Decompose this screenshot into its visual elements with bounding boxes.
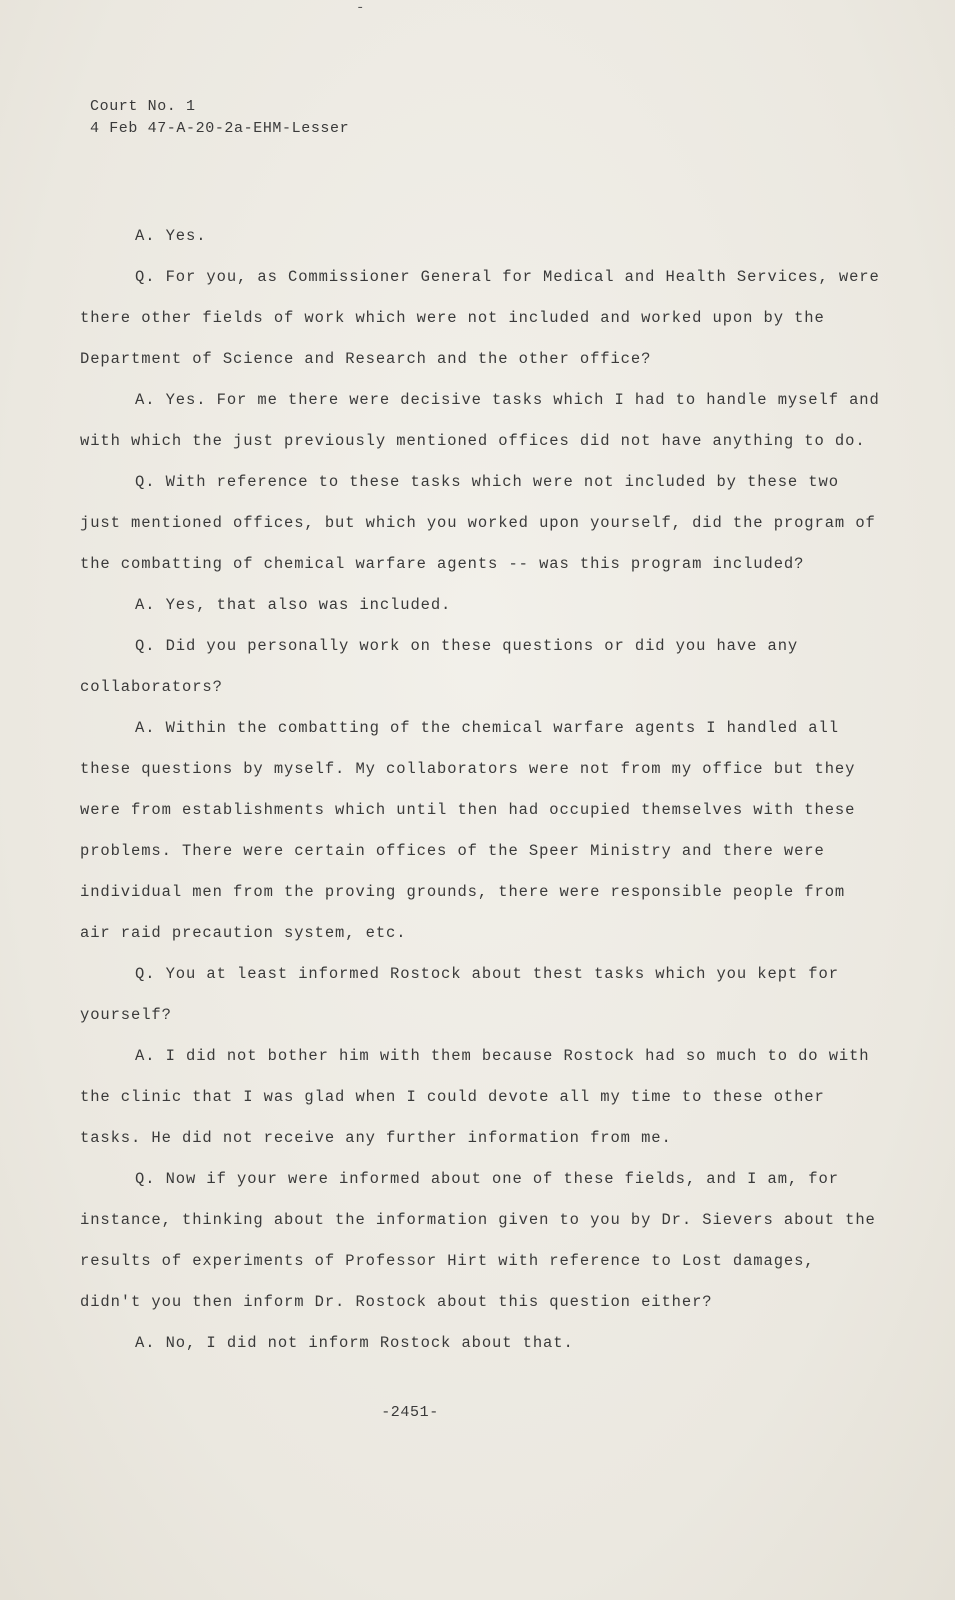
reference-code: 4 Feb 47-A-20-2a-EHM-Lesser bbox=[90, 120, 350, 137]
top-mark: - bbox=[356, 0, 365, 16]
document-header bbox=[90, 96, 349, 140]
paragraph-question: Q. With reference to these tasks which were not included by these two just mentioned offices, but which you worked upon yourself, did the program of the combatting of chemical warfare agents -- was this program included? bbox=[80, 473, 876, 573]
paragraph-question: Q. For you, as Commissioner General for Medical and Health Services, were there other fields of work which were not included and worked upon by the Department of Science and Research and the other office? bbox=[80, 268, 880, 368]
paragraph-question: Q. Did you personally work on these questions or did you have any collaborators? bbox=[80, 637, 799, 696]
paragraph-answer: A. Yes. For me there were decisive tasks which I had to handle myself and with which the just previously mentioned offices did not have anything to do. bbox=[80, 391, 880, 450]
paragraph-answer: A. Yes, that also was included. bbox=[135, 596, 452, 614]
paragraph-answer: A. Within the combatting of the chemical warfare agents I handled all these questions by myself. My collaborators were not from my office but they were from establishments which until then had occupied themselves with these problems. There were certain offices of the Speer Ministry and there were individual men from the proving grounds, there were responsible people from air raid precaution system, etc. bbox=[80, 719, 856, 942]
transcript-body bbox=[80, 216, 880, 1364]
paragraph-answer: A. I did not bother him with them because Rostock had so much to do with the clinic that I was glad when I could devote all my time to these other tasks. He did not receive any further information from me. bbox=[80, 1047, 870, 1147]
page-number: -2451- bbox=[381, 1404, 439, 1421]
court-label: Court No. 1 bbox=[90, 98, 196, 115]
paragraph-answer: A. Yes. bbox=[135, 227, 207, 245]
paragraph-question: Q. You at least informed Rostock about thest tasks which you kept for yourself? bbox=[80, 965, 839, 1024]
paragraph-answer: A. No, I did not inform Rostock about that. bbox=[135, 1334, 574, 1352]
paragraph-question: Q. Now if your were informed about one of these fields, and I am, for instance, thinking about the information given to you by Dr. Sievers about the results of experiments of Professor Hirt with reference to Lost damages, didn't you then inform Dr. Rostock about this question either? bbox=[80, 1170, 876, 1311]
